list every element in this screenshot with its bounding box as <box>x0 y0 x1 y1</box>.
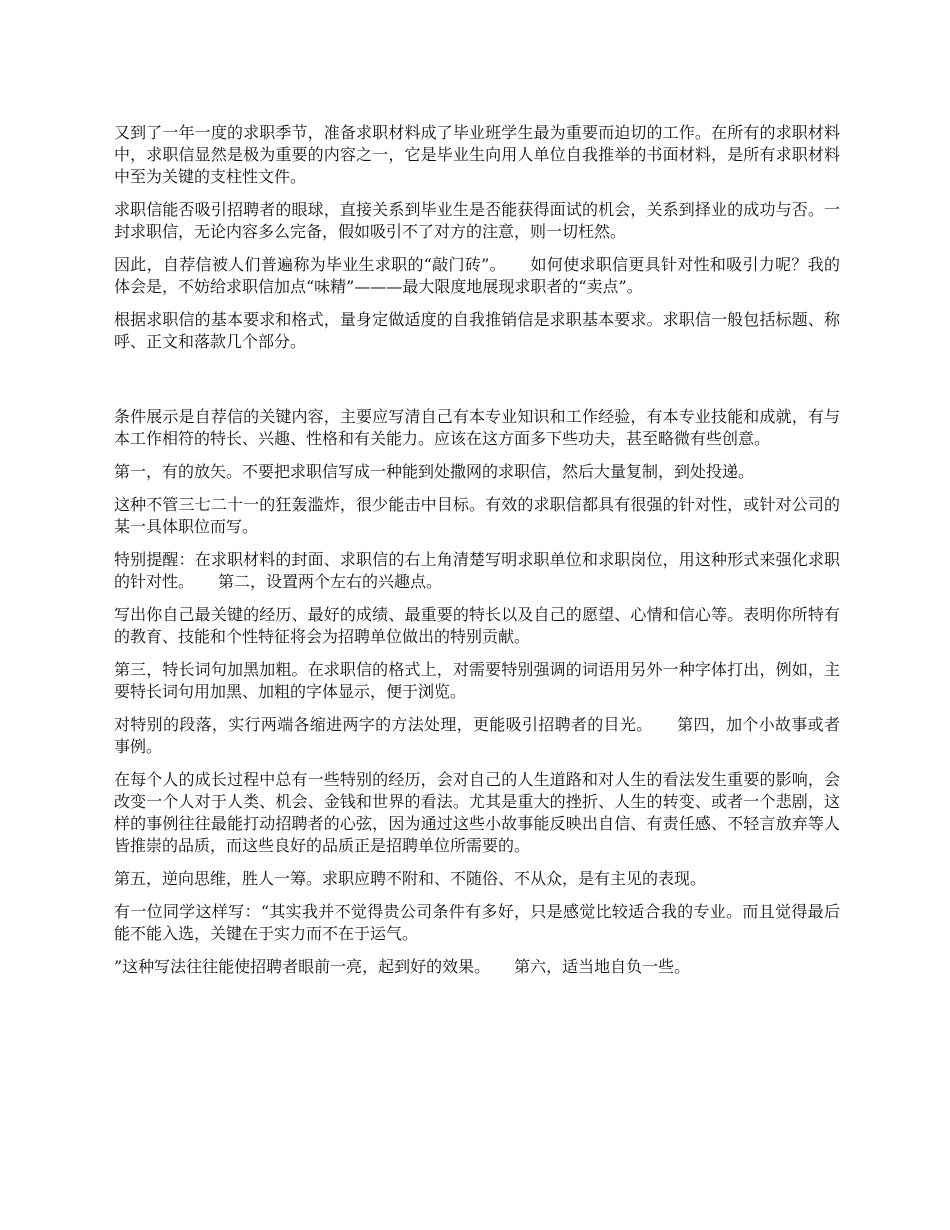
paragraph-9: 写出你自己最关键的经历、最好的成绩、最重要的特长以及自己的愿望、心情和信心等。表明你所特有的教育、技能和个性特征将会为招聘单位做出的特别贡献。 <box>114 605 840 646</box>
paragraph-1: 又到了一年一度的求职季节，准备求职材料成了毕业班学生最为重要而迫切的工作。在所有的求职材料中，求职信显然是极为重要的内容之一，它是毕业生向用人单位自我推举的书面材料，是所有求职材料中至为关键的支柱性文件。 <box>114 123 840 186</box>
paragraph-13: 第五，逆向思维，胜人一筹。求职应聘不附和、不随俗、不从众，是有主见的表现。 <box>114 869 707 888</box>
paragraph-15: ”这种写法往往能使招聘者眼前一亮，起到好的效果。 第六，适当地自负一些。 <box>114 957 691 976</box>
paragraph-6: 第一，有的放矢。不要把求职信写成一种能到处撒网的求职信，然后大量复制，到处投递。 <box>114 462 755 481</box>
paragraph-3: 因此，自荐信被人们普遍称为毕业生求职的“敲门砖”。 如何使求职信更具针对性和吸引力呢？我的体会是，不妨给求职信加点“味精”———最大限度地展现求职者的“卖点”。 <box>114 255 840 296</box>
paragraph-14: 有一位同学这样写：“其实我并不觉得贵公司条件有多好，只是感觉比较适合我的专业。而且觉得最后能不能入选，关键在于实力而不在于运气。 <box>114 902 840 943</box>
paragraph-7: 这种不管三七二十一的狂轰滥炸，很少能击中目标。有效的求职信都具有很强的针对性，或针对公司的某一具体职位而写。 <box>114 495 840 536</box>
paragraph-8: 特别提醒：在求职材料的封面、求职信的右上角清楚写明求职单位和求职岗位，用这种形式来强化求职的针对性。 第二，设置两个左右的兴趣点。 <box>114 550 840 591</box>
paragraph-4: 根据求职信的基本要求和格式，量身定做适度的自我推销信是求职基本要求。求职信一般包括标题、称呼、正文和落款几个部分。 <box>114 310 840 351</box>
paragraph-11: 对特别的段落，实行两端各缩进两字的方法处理，更能吸引招聘者的目光。 第四，加个小故事或者事例。 <box>114 715 840 756</box>
paragraph-10: 第三，特长词句加黑加粗。在求职信的格式上，对需要特别强调的词语用另外一种字体打出，例如，主要特长词句用加黑、加粗的字体显示，便于浏览。 <box>114 660 840 701</box>
section-gap <box>114 364 840 406</box>
paragraph-5: 条件展示是自荐信的关键内容，主要应写清自己有本专业知识和工作经验，有本专业技能和成就，有与本工作相符的特长、兴趣、性格和有关能力。应该在这方面多下些功夫，甚至略微有些创意。 <box>114 407 840 448</box>
paragraph-2: 求职信能否吸引招聘者的眼球，直接关系到毕业生是否能获得面试的机会，关系到择业的成功与否。一封求职信，无论内容多么完备，假如吸引不了对方的注意，则一切枉然。 <box>114 200 840 241</box>
paragraph-12: 在每个人的成长过程中总有一些特别的经历，会对自己的人生道路和对人生的看法发生重要的影响，会改变一个人对于人类、机会、金钱和世界的看法。尤其是重大的挫折、人生的转变、或者一个悲剧，这样的事例往往最能打动招聘者的心弦，因为通过这些小故事能反映出自信、有责任感、不轻言放弃等人皆推崇的品质，而这些良好的品质正是招聘单位所需要的。 <box>114 770 840 855</box>
document-page <box>114 122 840 989</box>
